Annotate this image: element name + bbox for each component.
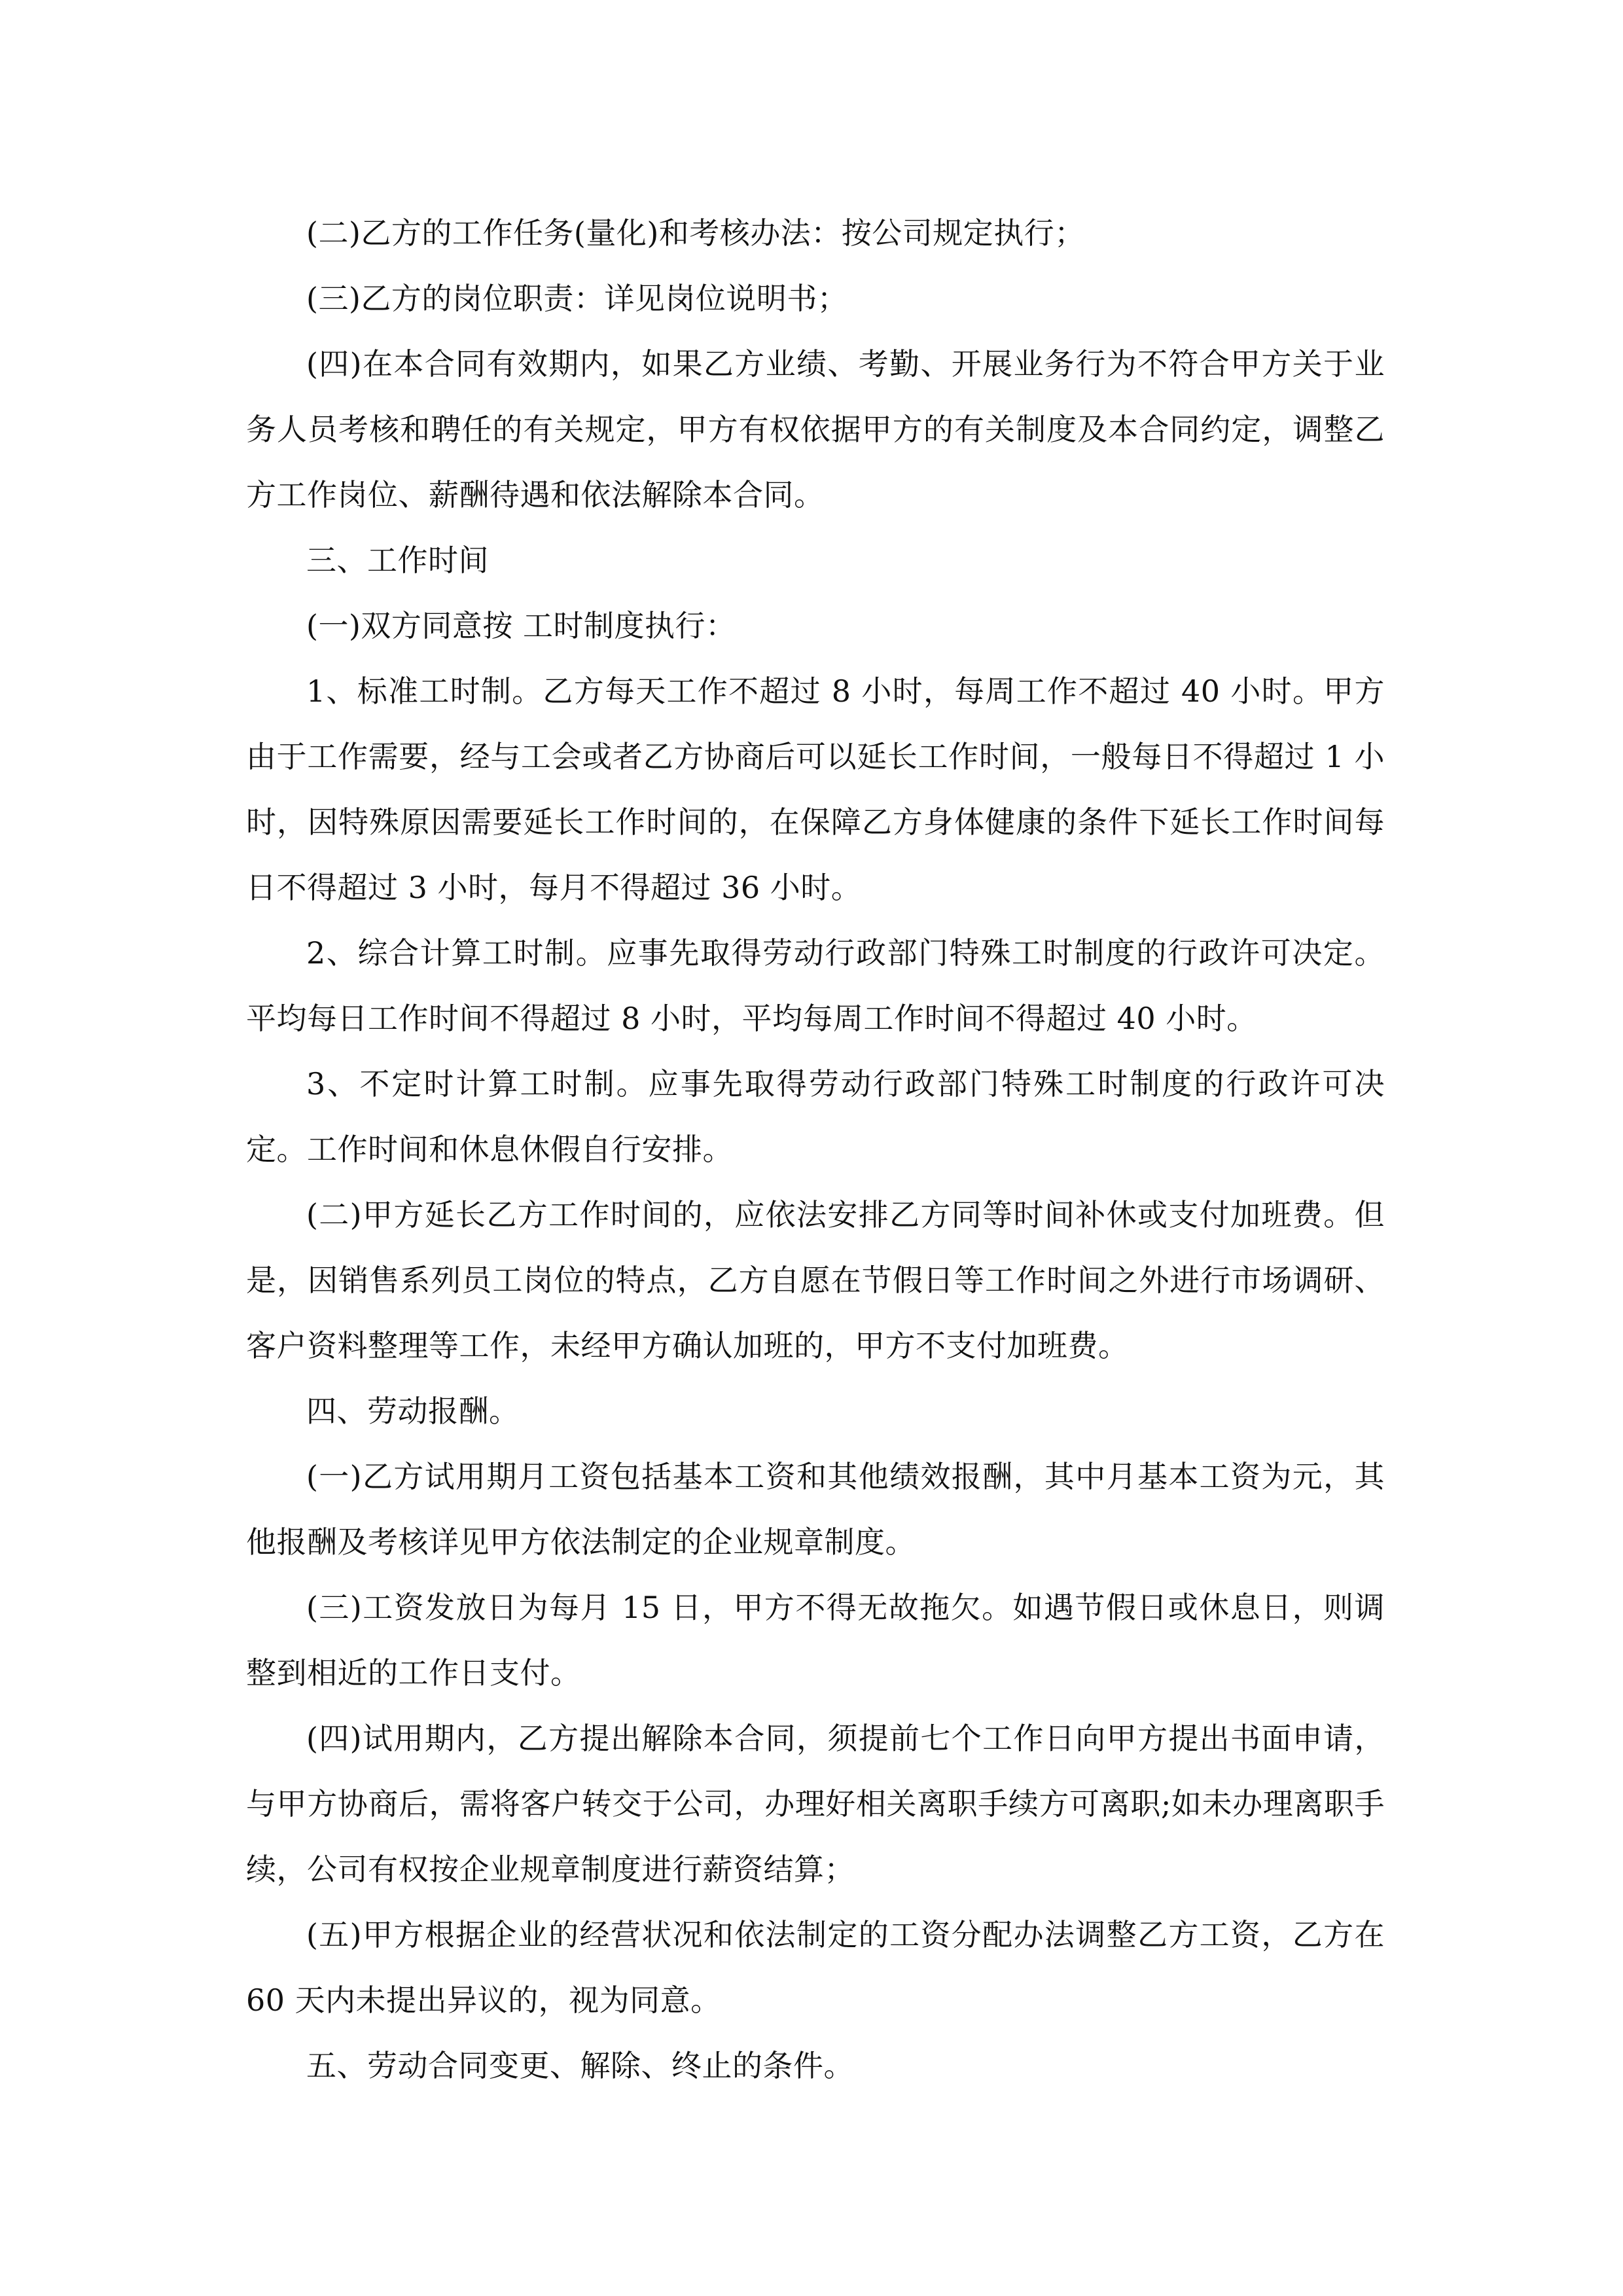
paragraph-overtime: (二)甲方延长乙方工作时间的，应依法安排乙方同等时间补休或支付加班费。但是，因销售系列员工岗位的特点，乙方自愿在节假日等工作时间之外进行市场调研、客户资料整理等工作，未经甲方确认加班的，甲方不支付加班费。	[246, 1197, 1385, 1363]
paragraph-salary-adjustment: (五)甲方根据企业的经营状况和依法制定的工资分配办法调整乙方工资，乙方在 60 天内未提出异议的，视为同意。	[246, 1917, 1385, 2018]
paragraph-job-duties: (三)乙方的岗位职责：详见岗位说明书；	[306, 281, 848, 316]
paragraph-flexible-hours: 3、不定时计算工时制。应事先取得劳动行政部门特殊工时制度的行政许可决定。工作时间和休息休假自行安排。	[246, 1066, 1385, 1167]
paragraph-resignation: (四)试用期内，乙方提出解除本合同，须提前七个工作日向甲方提出书面申请，与甲方协商后，需将客户转交于公司，办理好相关离职手续方可离职;如未办理离职手续，公司有权按企业规章制度进行薪资结算；	[246, 1721, 1385, 1887]
paragraph-contract-adjustment: (四)在本合同有效期内，如果乙方业绩、考勤、开展业务行为不符合甲方关于业务人员考核和聘任的有关规定，甲方有权依据甲方的有关制度及本合同约定，调整乙方工作岗位、薪酬待遇和依法解除本合同。	[246, 346, 1385, 512]
section-heading-remuneration: 四、劳动报酬。	[306, 1393, 520, 1429]
paragraph-comprehensive-hours: 2、综合计算工时制。应事先取得劳动行政部门特殊工时制度的行政许可决定。平均每日工作时间不得超过 8 小时，平均每周工作时间不得超过 40 小时。	[246, 935, 1385, 1036]
paragraph-hours-system: (一)双方同意按 工时制度执行：	[306, 608, 736, 643]
document-body	[246, 200, 1385, 2098]
paragraph-work-tasks: (二)乙方的工作任务(量化)和考核办法：按公司规定执行；	[306, 215, 1085, 251]
section-heading-contract-changes: 五、劳动合同变更、解除、终止的条件。	[306, 2048, 854, 2083]
paragraph-standard-hours: 1、标准工时制。乙方每天工作不超过 8 小时，每周工作不超过 40 小时。甲方由于工作需要，经与工会或者乙方协商后可以延长工作时间，一般每日不得超过 1 小时，因特殊原因需要延长工作时间的，在保障乙方身体健康的条件下延长工作时间每日不得超过 3 小时，每月不得超过 36 小时。	[246, 673, 1385, 905]
paragraph-payday: (三)工资发放日为每月 15 日，甲方不得无故拖欠。如遇节假日或休息日，则调整到相近的工作日支付。	[246, 1590, 1385, 1691]
section-heading-working-hours: 三、工作时间	[306, 543, 489, 578]
paragraph-probation-salary: (一)乙方试用期月工资包括基本工资和其他绩效报酬，其中月基本工资为元，其他报酬及考核详见甲方依法制定的企业规章制度。	[246, 1459, 1385, 1560]
